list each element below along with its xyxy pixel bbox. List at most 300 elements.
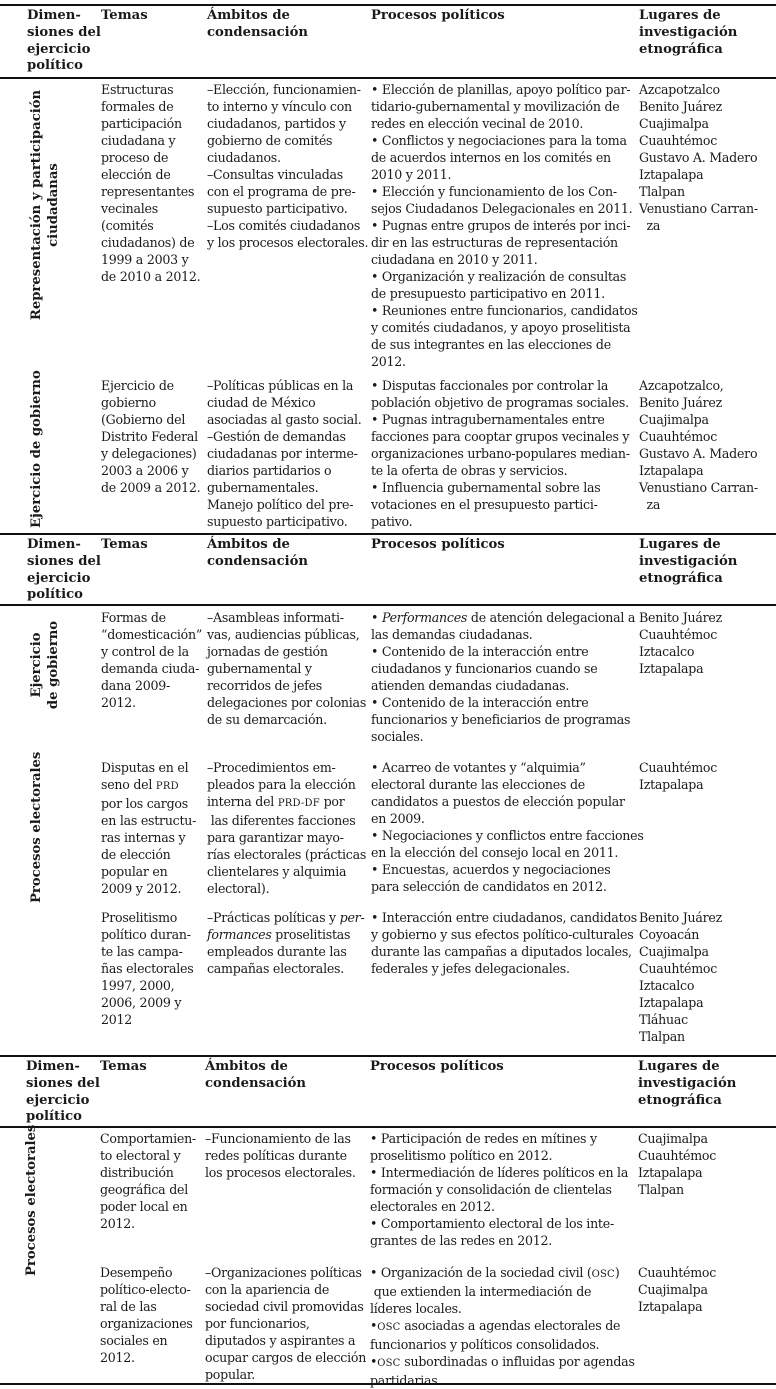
header-lugares xyxy=(639,8,737,58)
cell-temas xyxy=(100,1264,193,1366)
text-line: • Comportamiento electoral de los inte- xyxy=(370,1216,614,1231)
text-line: para garantizar mayo- xyxy=(207,830,344,845)
header-text: Dimen- xyxy=(27,8,81,23)
dimension-text: ciudadanas xyxy=(46,163,61,247)
text-line: atienden demandas ciudadanas. xyxy=(371,678,570,693)
text-line: gobierno de comités xyxy=(207,133,333,148)
cell-procesos xyxy=(371,377,630,530)
text-line: “domesticación” xyxy=(101,627,203,642)
text-line: 2010 y 2011. xyxy=(371,167,452,182)
cell-lugares xyxy=(638,1130,716,1198)
text-line xyxy=(370,1353,635,1372)
header-text: ejercicio xyxy=(27,570,91,586)
text-line: –Consultas vinculadas xyxy=(207,167,343,182)
cell-lugares xyxy=(638,1264,716,1315)
acronym-osc: OSC xyxy=(377,1322,401,1333)
text-line: • Intermediación de líderes políticos en la xyxy=(370,1165,629,1180)
cell-procesos xyxy=(371,609,635,745)
text-line: Cuajimalpa xyxy=(638,1131,708,1146)
text-line: electoral durante las elecciones de xyxy=(371,777,585,792)
text-line: (Gobierno del xyxy=(101,412,186,427)
text-line: ciudadanos. xyxy=(207,150,281,165)
text-line: Cuajimalpa xyxy=(639,116,709,131)
text-line: to interno y vínculo con xyxy=(207,99,352,114)
text-line: Cuauhtémoc xyxy=(639,627,718,642)
text-line: 1997, 2000, xyxy=(101,978,175,993)
text-line: ciudadanos y funcionarios cuando se xyxy=(371,661,598,676)
dimension-text: Ejercicio de gobierno xyxy=(29,370,44,528)
text-fragment: • Organización de la sociedad civil ( xyxy=(370,1265,592,1280)
text-fragment: subordinadas o influidas por agendas xyxy=(400,1354,635,1369)
header-text: siones del xyxy=(26,1075,100,1091)
header-temas: Temas xyxy=(101,537,148,552)
text-line: Distrito Federal xyxy=(101,429,198,444)
italic-term: Performances xyxy=(381,610,468,625)
text-line: Coyoacán xyxy=(639,927,700,942)
text-line: electoral). xyxy=(207,881,270,896)
text-line: Formas de xyxy=(101,610,166,625)
text-line: 2012. xyxy=(100,1350,135,1365)
cell-lugares xyxy=(639,909,722,1045)
text-line: Iztacalco xyxy=(639,644,695,659)
header-text: Ámbitos de xyxy=(205,1059,288,1074)
text-line: las demandas ciudadanas. xyxy=(371,627,533,642)
acronym-prd: PRD xyxy=(155,781,179,792)
text-line: pativo. xyxy=(371,514,413,529)
cell-ambitos xyxy=(205,1130,356,1181)
text-line: sociales. xyxy=(371,729,424,744)
text-line: 2006, 2009 y xyxy=(101,995,182,1010)
text-line: Azcapotzalco, xyxy=(639,378,724,393)
text-line: –Asambleas informati- xyxy=(207,610,344,625)
text-line: Benito Juárez xyxy=(639,395,723,410)
text-line: población objetivo de programas sociales. xyxy=(371,395,629,410)
text-line: –Funcionamiento de las xyxy=(205,1131,351,1146)
text-line xyxy=(101,776,196,795)
header-bottom-rule xyxy=(0,604,776,606)
text-line: • Interacción entre ciudadanos, candidatos xyxy=(371,910,637,925)
text-line: organizaciones urbano-populares median- xyxy=(371,446,630,461)
text-line: sejos Ciudadanos Delegacionales en 2011. xyxy=(371,201,633,216)
cell-ambitos xyxy=(207,759,366,897)
text-line: Venustiano Carran- xyxy=(639,480,758,495)
text-line: funcionarios y beneficiarios de programas xyxy=(371,712,631,727)
header-dimensiones xyxy=(27,8,101,75)
header-text: Ámbitos de xyxy=(207,537,290,552)
cell-ambitos xyxy=(207,377,362,530)
text-line: Benito Juárez xyxy=(639,910,723,925)
text-line: Iztacalco xyxy=(639,978,695,993)
text-line: Ejercicio de xyxy=(101,378,174,393)
header-procesos: Procesos políticos xyxy=(370,1059,504,1074)
text-line: delegaciones por colonias xyxy=(207,695,367,710)
text-line: –Procedimientos em- xyxy=(207,760,336,775)
text-line: de sus integrantes en las elecciones de xyxy=(371,337,611,352)
header-text: condensación xyxy=(207,24,309,40)
header-text: investigación xyxy=(639,553,738,569)
text-line: Desempeño xyxy=(100,1265,173,1280)
text-line: durante las campañas a diputados locales, xyxy=(371,944,632,959)
cell-temas xyxy=(101,81,200,285)
text-line: funcionarios y políticos consolidados. xyxy=(370,1337,600,1352)
text-line: • Elección de planillas, apoyo político par- xyxy=(371,82,631,97)
text-line: ciudadanos) de xyxy=(101,235,195,250)
text-fragment: asociadas a agendas electorales de xyxy=(400,1318,621,1333)
header-text: Dimen- xyxy=(26,1059,80,1074)
text-line: supuesto participativo. xyxy=(207,514,348,529)
text-line: político duran- xyxy=(101,927,191,942)
cell-lugares xyxy=(639,609,722,677)
text-line: (comités xyxy=(101,218,154,233)
text-line: Cuajimalpa xyxy=(639,412,709,427)
text-line: y los procesos electorales. xyxy=(207,235,369,250)
text-line: ciudadana en 2010 y 2011. xyxy=(371,252,538,267)
text-line: Tláhuac xyxy=(639,1012,688,1027)
text-line: diarios partidarios o xyxy=(207,463,332,478)
cell-procesos xyxy=(371,81,638,370)
cell-temas xyxy=(100,1130,196,1232)
text-line: por los cargos xyxy=(101,796,188,811)
bullet: • xyxy=(370,1318,378,1333)
header-text: etnográfica xyxy=(639,570,723,586)
cell-temas xyxy=(101,759,196,897)
text-line: Cuauhtémoc xyxy=(639,429,718,444)
text-line: campañas electorales. xyxy=(207,961,345,976)
text-line xyxy=(370,1264,635,1283)
header-text: político xyxy=(26,1109,82,1125)
dimension-text: Procesos electorales xyxy=(24,1124,39,1276)
text-fragment: de atención delegacional a xyxy=(467,610,636,625)
text-line: 2012. xyxy=(101,695,136,710)
text-line: en las estructu- xyxy=(101,813,197,828)
text-line: supuesto participativo. xyxy=(207,201,348,216)
text-line: participación xyxy=(101,116,182,131)
dimension-label-representacion xyxy=(28,80,62,330)
text-line: • Organización y realización de consultas xyxy=(371,269,627,284)
text-fragment: proselitistas xyxy=(271,927,351,942)
text-line: de elección xyxy=(101,847,171,862)
header-ambitos xyxy=(205,1059,306,1093)
text-line: Disputas en el xyxy=(101,760,189,775)
cell-ambitos xyxy=(207,81,368,251)
text-line: de 2009 a 2012. xyxy=(101,480,201,495)
text-line: proselitismo político en 2012. xyxy=(370,1148,553,1163)
text-line: de 2010 a 2012. xyxy=(101,269,201,284)
cell-ambitos xyxy=(207,609,366,728)
text-line: to electoral y xyxy=(100,1148,181,1163)
header-text: siones del xyxy=(27,553,101,569)
text-line: Tlalpan xyxy=(639,184,685,199)
cell-lugares xyxy=(639,81,758,234)
cell-temas xyxy=(101,909,193,1028)
text-line: ras internas y xyxy=(101,830,186,845)
text-line: y comités ciudadanos, y apoyo proselitista xyxy=(371,320,631,335)
text-line: • Elección y funcionamiento de los Con- xyxy=(371,184,617,199)
text-line: –Los comités ciudadanos xyxy=(207,218,361,233)
text-line: diputados y aspirantes a xyxy=(205,1333,356,1348)
dimension-text: Ejercicio xyxy=(29,632,44,698)
text-line: los procesos electorales. xyxy=(205,1165,356,1180)
header-bottom-rule xyxy=(0,1126,776,1128)
cell-ambitos xyxy=(207,909,364,977)
text-line: Iztapalapa xyxy=(639,661,704,676)
text-line xyxy=(207,793,366,812)
text-line: vecinales xyxy=(101,201,158,216)
text-line: formación y consolidación de clientelas xyxy=(370,1182,612,1197)
text-line: y delegaciones) xyxy=(101,446,197,461)
text-line: te la oferta de obras y servicios. xyxy=(371,463,568,478)
text-line: • Acarreo de votantes y “alquimia” xyxy=(371,760,586,775)
dimension-label-ejercicio-gobierno xyxy=(28,620,62,710)
section-rule xyxy=(0,1055,776,1057)
text-line: –Gestión de demandas xyxy=(207,429,346,444)
text-line: asociadas al gasto social. xyxy=(207,412,362,427)
text-line: las diferentes facciones xyxy=(207,813,356,828)
text-line: y control de la xyxy=(101,644,189,659)
text-line: • Pugnas entre grupos de interés por inci- xyxy=(371,218,631,233)
header-ambitos xyxy=(207,8,308,42)
header-text: Lugares de xyxy=(639,8,721,23)
text-line: geográfica del xyxy=(100,1182,188,1197)
text-line: za xyxy=(639,218,661,233)
header-ambitos xyxy=(207,537,308,571)
text-line: 1999 a 2003 y xyxy=(101,252,189,267)
text-line: –Organizaciones políticas xyxy=(205,1265,362,1280)
text-line: elección de xyxy=(101,167,171,182)
text-line: para selección de candidatos en 2012. xyxy=(371,879,607,894)
table-top-rule xyxy=(0,4,776,6)
text-line: en la elección del consejo local en 2011. xyxy=(371,845,619,860)
text-fragment: interna del xyxy=(207,794,278,809)
header-text: Dimen- xyxy=(27,537,81,552)
text-line xyxy=(370,1317,635,1336)
text-line: ciudadana y xyxy=(101,133,176,148)
cell-temas xyxy=(101,377,200,496)
header-text: investigación xyxy=(639,24,738,40)
text-line: representantes xyxy=(101,184,195,199)
header-text: investigación xyxy=(638,1075,737,1091)
text-line: rías electorales (prácticas xyxy=(207,847,367,862)
dimension-label-ejercicio-gobierno xyxy=(28,370,45,528)
italic-term: per- xyxy=(339,910,365,925)
text-line: y gobierno y sus efectos político-culturales xyxy=(371,927,634,942)
cell-lugares xyxy=(639,759,717,793)
text-fragment: seno del xyxy=(101,777,156,792)
text-line: clientelares y alquimia xyxy=(207,864,347,879)
text-line: Venustiano Carran- xyxy=(639,201,758,216)
text-line: 2012. xyxy=(371,354,406,369)
cell-lugares xyxy=(639,377,758,513)
text-line: demanda ciuda- xyxy=(101,661,200,676)
header-temas: Temas xyxy=(100,1059,147,1074)
text-line: partidarias. xyxy=(370,1373,442,1388)
text-line: Benito Juárez xyxy=(639,610,723,625)
text-line: gubernamentales. xyxy=(207,480,319,495)
text-line: distribución xyxy=(100,1165,174,1180)
text-line: recorridos de jefes xyxy=(207,678,322,693)
text-line: sociales en xyxy=(100,1333,168,1348)
text-line: ciudadanos, partidos y xyxy=(207,116,346,131)
header-text: Ámbitos de xyxy=(207,8,290,23)
text-line: • Performances de atención delegacional a xyxy=(371,610,636,625)
dimension-text: Procesos electorales xyxy=(29,751,44,903)
text-line: Iztapalapa xyxy=(638,1299,703,1314)
header-text: político xyxy=(27,58,83,74)
text-line: organizaciones xyxy=(100,1316,193,1331)
text-line: za xyxy=(639,497,661,512)
text-line: Iztapalapa xyxy=(639,995,704,1010)
text-line: Cuauhtémoc xyxy=(639,760,718,775)
text-line: te las campa- xyxy=(101,944,183,959)
cell-ambitos xyxy=(205,1264,366,1383)
text-line: 2009 y 2012. xyxy=(101,881,182,896)
header-dimensiones xyxy=(26,1059,100,1126)
text-line: –Políticas públicas en la xyxy=(207,378,354,393)
table-bottom-rule xyxy=(0,1383,776,1385)
text-line: líderes locales. xyxy=(370,1301,462,1316)
text-line: 2003 a 2006 y xyxy=(101,463,189,478)
text-line: por funcionarios, xyxy=(205,1316,310,1331)
text-line: 2012. xyxy=(100,1216,135,1231)
text-line: sociedad civil promovidas xyxy=(205,1299,364,1314)
text-line: Gustavo A. Madero xyxy=(639,446,758,461)
header-procesos: Procesos políticos xyxy=(371,8,505,23)
text-line: • Participación de redes en mítines y xyxy=(370,1131,597,1146)
text-line: vas, audiencias públicas, xyxy=(207,627,360,642)
dimension-label-procesos-electorales xyxy=(23,1126,40,1276)
cell-procesos xyxy=(370,1130,628,1249)
text-line: • Pugnas intragubernamentales entre xyxy=(371,412,605,427)
header-text: etnográfica xyxy=(639,41,723,57)
text-line: redes políticas durante xyxy=(205,1148,347,1163)
text-line: dana 2009- xyxy=(101,678,170,693)
text-line: Cuauhtémoc xyxy=(639,961,718,976)
header-text: político xyxy=(27,587,83,603)
text-line: formales de xyxy=(101,99,174,114)
text-line: de su demarcación. xyxy=(207,712,327,727)
text-line: proceso de xyxy=(101,150,169,165)
text-line: jornadas de gestión xyxy=(207,644,328,659)
acronym-osc: OSC xyxy=(377,1358,401,1369)
text-line: Manejo político del pre- xyxy=(207,497,354,512)
text-line: Comportamien- xyxy=(100,1131,196,1146)
header-lugares xyxy=(639,537,737,587)
text-line: ciudad de México xyxy=(207,395,316,410)
text-line: Cuauhtémoc xyxy=(638,1265,717,1280)
cell-procesos xyxy=(371,909,637,977)
header-procesos: Procesos políticos xyxy=(371,537,505,552)
italic-term: formances xyxy=(207,927,272,942)
text-line: empleados durante las xyxy=(207,944,347,959)
header-text: condensación xyxy=(207,553,309,569)
text-line: ñas electorales xyxy=(101,961,194,976)
text-line: ral de las xyxy=(100,1299,157,1314)
text-line: ciudadanas por interme- xyxy=(207,446,358,461)
header-temas: Temas xyxy=(101,8,148,23)
acronym-osc: OSC xyxy=(591,1269,615,1280)
header-bottom-rule xyxy=(0,77,776,79)
text-line: Cuajimalpa xyxy=(639,944,709,959)
text-line: Tlalpan xyxy=(639,1029,685,1044)
text-line: –Elección, funcionamien- xyxy=(207,82,361,97)
text-line: gobierno xyxy=(101,395,156,410)
text-line: Iztapalapa xyxy=(639,463,704,478)
text-fragment: por xyxy=(319,794,345,809)
cell-temas xyxy=(101,609,202,711)
text-line: • Conflictos y negociaciones para la toma xyxy=(371,133,627,148)
header-text: Lugares de xyxy=(638,1059,720,1074)
text-line: dir en las estructuras de representación xyxy=(371,235,618,250)
text-line: facciones para cooptar grupos vecinales y xyxy=(371,429,630,444)
text-line: Gustavo A. Madero xyxy=(639,150,758,165)
text-line: de presupuesto participativo en 2011. xyxy=(371,286,605,301)
header-text: ejercicio xyxy=(27,41,91,57)
text-line: con la apariencia de xyxy=(205,1282,330,1297)
text-fragment: –Prácticas políticas y xyxy=(207,910,340,925)
text-line: • Influencia gubernamental sobre las xyxy=(371,480,601,495)
text-line: Proselitismo xyxy=(101,910,178,925)
cell-procesos xyxy=(370,1264,635,1389)
text-line: redes en elección vecinal de 2010. xyxy=(371,116,584,131)
header-text: Lugares de xyxy=(639,537,721,552)
text-line: • Contenido de la interacción entre xyxy=(371,644,589,659)
dimension-text: de gobierno xyxy=(46,620,61,710)
text-line: • Disputas faccionales por controlar la xyxy=(371,378,609,393)
text-line: 2012 xyxy=(101,1012,133,1027)
dimension-label-procesos-electorales xyxy=(28,753,45,903)
text-line: popular. xyxy=(205,1367,255,1382)
cell-procesos xyxy=(371,759,644,895)
text-line: Cuajimalpa xyxy=(638,1282,708,1297)
text-line: Benito Juárez xyxy=(639,99,723,114)
text-line: electorales en 2012. xyxy=(370,1199,495,1214)
text-line: candidatos a puestos de elección popular xyxy=(371,794,625,809)
text-line: Cuauhtémoc xyxy=(639,133,718,148)
text-line: Tlalpan xyxy=(638,1182,684,1197)
text-line: Azcapotzalco xyxy=(639,82,720,97)
text-line: federales y jefes delegacionales. xyxy=(371,961,570,976)
text-line: popular en xyxy=(101,864,168,879)
header-text: ejercicio xyxy=(26,1092,90,1108)
text-line: Cuauhtémoc xyxy=(638,1148,717,1163)
text-line: Estructuras xyxy=(101,82,174,97)
header-text: siones del xyxy=(27,24,101,40)
text-line: votaciones en el presupuesto partici- xyxy=(371,497,598,512)
text-line: político-electo- xyxy=(100,1282,191,1297)
text-line: • Reuniones entre funcionarios, candidatos xyxy=(371,303,638,318)
bullet: • xyxy=(370,1354,378,1369)
text-line: • Negociaciones y conflictos entre facciones xyxy=(371,828,644,843)
text-line: • Contenido de la interacción entre xyxy=(371,695,589,710)
text-line: pleados para la elección xyxy=(207,777,356,792)
text-line: con el programa de pre- xyxy=(207,184,356,199)
text-line xyxy=(207,909,364,926)
text-line: gubernamental y xyxy=(207,661,312,676)
acronym-prd-df: PRD-DF xyxy=(277,798,320,809)
text-fragment: ) xyxy=(614,1265,620,1280)
header-text: condensación xyxy=(205,1075,307,1091)
text-line: tidario-gubernamental y movilización de xyxy=(371,99,620,114)
text-line: grantes de las redes en 2012. xyxy=(370,1233,553,1248)
header-dimensiones xyxy=(27,537,101,604)
text-line: de acuerdos internos en los comités en xyxy=(371,150,611,165)
text-line xyxy=(207,926,364,943)
header-text: etnográfica xyxy=(638,1092,722,1108)
section-rule xyxy=(0,533,776,535)
dimension-text: Representación y participación xyxy=(29,89,44,321)
text-line: Iztapalapa xyxy=(639,777,704,792)
text-line: ocupar cargos de elección xyxy=(205,1350,367,1365)
